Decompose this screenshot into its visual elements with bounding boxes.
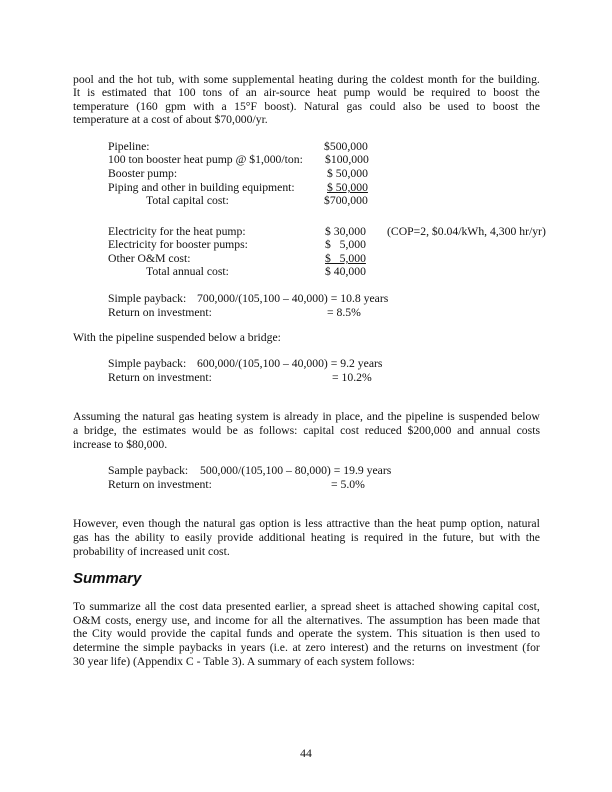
- word: determine: [73, 641, 120, 654]
- word: presented: [225, 600, 271, 613]
- word: as: [243, 424, 254, 437]
- word: is: [350, 531, 359, 544]
- word: would: [191, 424, 222, 437]
- cost-label: Booster pump:: [108, 167, 178, 180]
- word: operate: [298, 627, 333, 640]
- word: natural: [142, 410, 175, 423]
- word: future,: [442, 531, 474, 544]
- word: reduced: [364, 424, 402, 437]
- cost-label: 100 ton booster heat pump @ $1,000/ton:: [108, 153, 303, 166]
- word: use,: [171, 614, 190, 627]
- word: to: [476, 100, 486, 113]
- roi-label: Return on investment:: [108, 371, 212, 384]
- word: It: [73, 86, 81, 99]
- word: the: [160, 600, 176, 613]
- word: This: [396, 627, 418, 640]
- word: the: [372, 73, 387, 86]
- word: showing: [438, 600, 479, 613]
- word: would: [116, 627, 147, 640]
- word: City: [92, 627, 113, 640]
- text-line: [73, 641, 540, 655]
- word: all: [271, 614, 284, 627]
- word: zero: [305, 641, 326, 654]
- text-line: [73, 600, 540, 614]
- word: interest): [330, 641, 369, 654]
- word: building.: [497, 73, 540, 86]
- word: pipeline: [405, 410, 444, 423]
- word: boost: [493, 86, 519, 99]
- word: is: [447, 410, 455, 423]
- word: annual: [479, 424, 511, 437]
- word: gas: [239, 517, 256, 530]
- word: be: [429, 100, 441, 113]
- word: month: [427, 73, 458, 86]
- word: capital: [303, 424, 335, 437]
- word: paybacks: [178, 641, 223, 654]
- word: is: [87, 86, 95, 99]
- word: pump: [343, 86, 371, 99]
- text-line: [73, 100, 540, 114]
- word: investment: [466, 641, 518, 654]
- word: boost).: [264, 100, 297, 113]
- word: funds: [246, 627, 273, 640]
- word: $200,000: [407, 424, 452, 437]
- word: costs: [516, 424, 540, 437]
- cost-value: $ 50,000: [327, 167, 368, 180]
- payback-label: Simple payback:: [108, 292, 187, 305]
- word: situation: [422, 627, 463, 640]
- word: though: [148, 517, 181, 530]
- section-heading-summary: Summary: [73, 570, 142, 587]
- word: of: [229, 86, 239, 99]
- text-line: [73, 614, 540, 628]
- word: a: [311, 600, 317, 613]
- word: is: [383, 600, 392, 613]
- word: gas: [73, 531, 89, 544]
- word: that: [153, 86, 172, 99]
- word: in: [408, 531, 418, 544]
- word: with: [193, 100, 215, 113]
- word: the: [337, 627, 352, 640]
- word: system.: [356, 627, 393, 640]
- payback-label: Simple payback:: [108, 357, 187, 370]
- word: earlier,: [274, 600, 308, 613]
- word: in: [322, 410, 332, 423]
- word: To: [73, 600, 86, 613]
- word: (160: [136, 100, 158, 113]
- word: returns: [413, 641, 446, 654]
- cost-label: Pipeline:: [108, 140, 150, 153]
- word: However,: [73, 517, 119, 530]
- word: that: [522, 614, 540, 627]
- word: energy: [135, 614, 168, 627]
- word: income: [215, 614, 250, 627]
- word: natural: [507, 517, 540, 530]
- word: for: [461, 73, 476, 86]
- word: a: [221, 100, 227, 113]
- word: capital: [210, 627, 242, 640]
- word: heat: [416, 517, 436, 530]
- word: tons: [202, 86, 223, 99]
- word: the: [122, 424, 137, 437]
- word: Natural: [303, 100, 340, 113]
- word: and: [97, 73, 115, 86]
- text-line: [73, 531, 540, 545]
- word: to: [530, 627, 540, 640]
- word: 15°F: [234, 100, 257, 113]
- text-line: [73, 73, 540, 87]
- word: used: [447, 100, 469, 113]
- roi-value: = 5.0%: [331, 478, 365, 491]
- word: and: [194, 614, 212, 627]
- word: the: [525, 531, 540, 544]
- word: has: [446, 614, 463, 627]
- word: capital: [482, 600, 514, 613]
- payback-formula: 600,000/(105,100 – 40,000) = 9.2 years: [197, 357, 383, 370]
- bridge-intro: With the pipeline suspended below a bridge:: [73, 331, 281, 344]
- word: is: [272, 410, 281, 423]
- word: years: [240, 641, 266, 654]
- word: heating: [310, 531, 346, 544]
- word: be: [413, 86, 425, 99]
- word: the: [73, 627, 88, 640]
- text-line: [73, 627, 540, 641]
- word: gas: [178, 410, 195, 423]
- word: less: [304, 517, 323, 530]
- word: and: [366, 410, 384, 423]
- payback-formula: 500,000/(105,100 – 80,000) = 19.9 years: [200, 464, 392, 477]
- text-line: [73, 424, 540, 438]
- word: cost: [340, 424, 359, 437]
- word: already: [284, 410, 319, 423]
- word: the: [394, 641, 409, 654]
- word: is: [467, 627, 476, 640]
- word: the: [124, 410, 139, 423]
- word: sheet: [355, 600, 380, 613]
- total-value: $ 40,000: [325, 265, 366, 278]
- cost-label: Piping and other in building equipment:: [108, 181, 295, 194]
- word: simple: [143, 641, 175, 654]
- word: the: [387, 410, 402, 423]
- word: provide: [150, 627, 187, 640]
- word: all: [144, 600, 157, 613]
- word: and: [276, 627, 294, 640]
- word: coldest: [390, 73, 424, 86]
- text-line: increase to $80,000.: [73, 438, 168, 451]
- word: the: [423, 531, 438, 544]
- word: heat: [317, 86, 337, 99]
- word: on: [450, 641, 462, 654]
- word: option: [259, 517, 290, 530]
- word: with: [178, 73, 200, 86]
- cost-label: Electricity for booster pumps:: [108, 238, 248, 251]
- payback-formula: 700,000/(105,100 – 40,000) = 10.8 years: [197, 292, 389, 305]
- word: alternatives.: [306, 614, 363, 627]
- word: attached: [395, 600, 435, 613]
- word: an: [245, 86, 257, 99]
- text-line: temperature at a cost of about $70,000/yr.: [73, 113, 268, 126]
- cost-label: Electricity for the heat pump:: [108, 225, 246, 238]
- word: the: [184, 517, 200, 530]
- word: could: [369, 100, 396, 113]
- total-value: $700,000: [324, 194, 368, 207]
- word: air-source: [263, 86, 311, 99]
- word: temperature: [73, 100, 129, 113]
- cost-value: $ 50,000: [327, 181, 368, 194]
- word: for: [253, 614, 268, 627]
- word: tub,: [156, 73, 175, 86]
- word: required: [364, 531, 403, 544]
- word: estimates: [142, 424, 187, 437]
- word: suspended: [458, 410, 508, 423]
- word: used: [504, 627, 527, 640]
- word: required: [431, 86, 471, 99]
- word: made: [492, 614, 519, 627]
- word: natural: [203, 517, 236, 530]
- word: a: [73, 424, 79, 437]
- word: (for: [522, 641, 540, 654]
- page-number: 44: [300, 747, 312, 760]
- word: pool: [73, 73, 94, 86]
- word: cost: [179, 600, 199, 613]
- word: the: [118, 73, 134, 86]
- word: additional: [258, 531, 306, 544]
- word: and: [372, 641, 390, 654]
- word: the: [115, 531, 130, 544]
- roi-value: = 10.2%: [332, 371, 372, 384]
- cost-value: $100,000: [325, 153, 369, 166]
- word: heating: [198, 410, 233, 423]
- roi-value: = 8.5%: [327, 306, 361, 319]
- word: the: [124, 641, 139, 654]
- roi-label: Return on investment:: [108, 478, 212, 491]
- word: during: [337, 73, 368, 86]
- word: the: [398, 517, 413, 530]
- word: ability: [134, 531, 165, 544]
- word: been: [466, 614, 489, 627]
- word: hot: [137, 73, 153, 86]
- word: than: [374, 517, 395, 530]
- cost-value: $ 5,000: [325, 252, 366, 265]
- word: follows:: [259, 424, 298, 437]
- word: with: [499, 531, 521, 544]
- word: also: [402, 100, 422, 113]
- text-line: [73, 410, 540, 424]
- word: costs,: [105, 614, 132, 627]
- word: option,: [470, 517, 504, 530]
- word: gas: [346, 100, 363, 113]
- word: system: [236, 410, 269, 423]
- word: supplemental: [232, 73, 295, 86]
- word: attractive: [326, 517, 370, 530]
- word: at: [292, 641, 301, 654]
- text-line: 30 year life) (Appendix C - Table 3). A summary of each system follows:: [73, 655, 415, 668]
- word: be: [226, 424, 238, 437]
- word: even: [122, 517, 145, 530]
- word: Assuming: [73, 410, 121, 423]
- text-line: probability of increased unit cost.: [73, 545, 230, 558]
- word: to: [170, 531, 180, 544]
- word: below: [511, 410, 540, 423]
- word: summarize: [89, 600, 141, 613]
- text-line: [73, 86, 540, 100]
- word: The: [367, 614, 386, 627]
- word: the: [525, 100, 540, 113]
- roi-label: Return on investment:: [108, 306, 212, 319]
- text-line: [73, 517, 540, 531]
- total-label: Total capital cost:: [146, 194, 229, 207]
- word: boost: [492, 100, 519, 113]
- word: the: [287, 614, 302, 627]
- word: 100: [178, 86, 196, 99]
- cost-note: (COP=2, $0.04/kWh, 4,300 hr/yr): [387, 225, 546, 238]
- word: assumption: [389, 614, 443, 627]
- word: the: [479, 73, 494, 86]
- word: data: [202, 600, 222, 613]
- word: the: [191, 627, 206, 640]
- word: some: [203, 73, 229, 86]
- word: and: [457, 424, 474, 437]
- cost-value: $ 30,000: [325, 225, 366, 238]
- word: has: [94, 531, 110, 544]
- word: easily: [184, 531, 213, 544]
- word: bridge,: [83, 424, 117, 437]
- total-label: Total annual cost:: [146, 265, 229, 278]
- cost-value: $500,000: [324, 140, 368, 153]
- word: spread: [320, 600, 352, 613]
- cost-value: $ 5,000: [325, 238, 366, 251]
- word: is: [293, 517, 301, 530]
- word: the: [525, 86, 540, 99]
- payback-label: Sample payback:: [108, 464, 189, 477]
- word: but: [479, 531, 494, 544]
- word: provide: [217, 531, 254, 544]
- word: O&M: [73, 614, 101, 627]
- word: would: [377, 86, 407, 99]
- word: pump: [439, 517, 467, 530]
- word: estimated: [101, 86, 147, 99]
- word: cost,: [518, 600, 540, 613]
- word: then: [479, 627, 500, 640]
- word: to: [477, 86, 487, 99]
- word: in: [226, 641, 236, 654]
- cost-label: Other O&M cost:: [108, 252, 191, 265]
- word: heating: [298, 73, 334, 86]
- word: (i.e.: [269, 641, 288, 654]
- word: place,: [335, 410, 363, 423]
- word: gpm: [165, 100, 186, 113]
